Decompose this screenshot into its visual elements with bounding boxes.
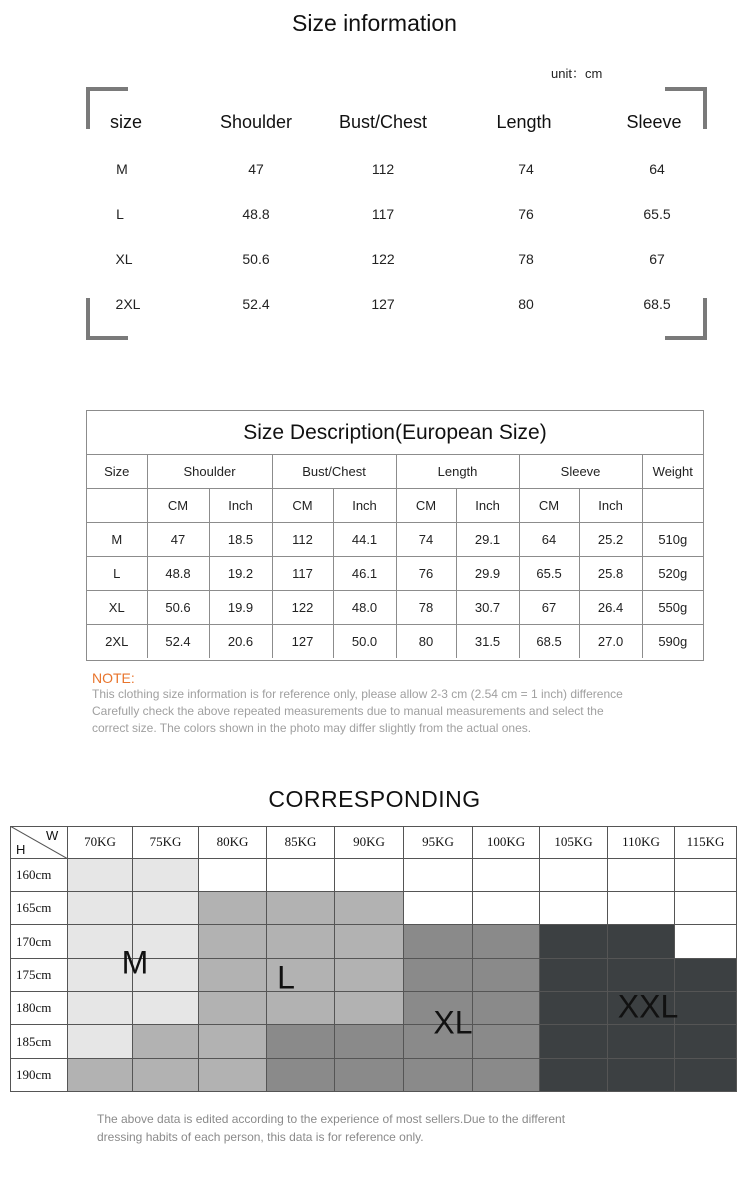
- table-cell: 50.0: [333, 625, 396, 659]
- note-line: correct size. The colors shown in the photo may differ slightly from the actual ones.: [92, 721, 532, 735]
- table-cell: 117: [272, 557, 333, 591]
- sub-header-cm: CM: [272, 489, 333, 523]
- note-line: Carefully check the above repeated measurements due to manual measurements and select the: [92, 704, 604, 718]
- size-cell-xl: [473, 925, 540, 959]
- size-cell-xl: [404, 959, 473, 992]
- table-cell: 520g: [642, 557, 703, 591]
- table-cell: 25.8: [579, 557, 642, 591]
- table-cell: 26.4: [579, 591, 642, 625]
- table-cell: M: [87, 523, 147, 557]
- size-cell-empty: [675, 859, 737, 892]
- footnote-line: dressing habits of each person, this data is for reference only.: [97, 1130, 424, 1144]
- sub-header-inch: Inch: [209, 489, 272, 523]
- table-cell: 80: [396, 625, 456, 659]
- table-cell: 550g: [642, 591, 703, 625]
- table-cell: 18.5: [209, 523, 272, 557]
- size-cell-xxl: [608, 959, 675, 992]
- size-description-table: [86, 410, 704, 661]
- table-cell: 2XL: [87, 625, 147, 659]
- table-cell: 117: [371, 206, 395, 222]
- table-row: [87, 625, 703, 659]
- table-cell: 52.4: [147, 625, 209, 659]
- header-size: Size: [87, 455, 147, 489]
- height-header: 160cm: [10, 859, 68, 892]
- table-cell: 64: [519, 523, 579, 557]
- size-cell-empty: [675, 892, 737, 925]
- note-line: This clothing size information is for reference only, please allow 2-3 cm (2.54 cm = 1 inch) difference: [92, 687, 623, 701]
- size-cell-l: [335, 925, 404, 959]
- weight-header: 90KG: [335, 826, 404, 859]
- size-cell-l: [199, 992, 267, 1025]
- height-header: 185cm: [10, 1025, 68, 1059]
- table-cell: 510g: [642, 523, 703, 557]
- size-cell-xl: [473, 1059, 540, 1092]
- weight-header: 115KG: [675, 826, 737, 859]
- table-cell: 122: [371, 251, 395, 267]
- size-cell-xxl: [675, 959, 737, 992]
- sub-header-inch: Inch: [579, 489, 642, 523]
- table-cell: 27.0: [579, 625, 642, 659]
- size-cell-xl: [335, 1059, 404, 1092]
- table-cell: XL: [115, 251, 133, 267]
- table-cell: 20.6: [209, 625, 272, 659]
- size-information-table: [90, 0, 710, 340]
- table-cell: 122: [272, 591, 333, 625]
- table-cell: 46.1: [333, 557, 396, 591]
- size-cell-m: [68, 1025, 133, 1059]
- header-shoulder: Shoulder: [219, 112, 293, 132]
- table-cell: 78: [396, 591, 456, 625]
- height-header: 170cm: [10, 925, 68, 959]
- table-cell: 19.9: [209, 591, 272, 625]
- header-bust-chest: Bust/Chest: [272, 455, 396, 489]
- table-cell: [642, 489, 703, 523]
- size-information-title: Size information: [292, 10, 457, 36]
- table-cell: L: [87, 557, 147, 591]
- table-cell: 112: [371, 161, 395, 177]
- table-cell: 48.0: [333, 591, 396, 625]
- table-cell: 47: [248, 161, 264, 177]
- table-cell: 31.5: [456, 625, 519, 659]
- table-row: [87, 523, 703, 557]
- table-cell: M: [116, 161, 128, 177]
- size-cell-empty: [335, 859, 404, 892]
- table-cell: 68.5: [519, 625, 579, 659]
- weight-header: 100KG: [473, 826, 540, 859]
- header-weight: Weight: [642, 455, 703, 489]
- header-shoulder: Shoulder: [147, 455, 272, 489]
- table-cell: 112: [272, 523, 333, 557]
- size-cell-xl: [404, 1059, 473, 1092]
- sub-header-cm: CM: [147, 489, 209, 523]
- header-length: Length: [496, 112, 552, 132]
- table-cell: 30.7: [456, 591, 519, 625]
- weight-header: 70KG: [68, 826, 133, 859]
- table-cell: 50.6: [242, 251, 270, 267]
- size-cell-l: [199, 925, 267, 959]
- size-description-title: Size Description(European Size): [87, 411, 703, 455]
- weight-header: 105KG: [540, 826, 608, 859]
- table-cell: 127: [272, 625, 333, 659]
- size-cell-m: [133, 992, 199, 1025]
- size-region-label: L: [277, 959, 295, 996]
- size-cell-xxl: [608, 925, 675, 959]
- size-region-label: XL: [433, 1004, 473, 1041]
- size-cell-xxl: [540, 1025, 608, 1059]
- table-cell: 67: [649, 251, 665, 267]
- size-cell-l: [267, 925, 335, 959]
- size-cell-l: [199, 959, 267, 992]
- size-cell-xl: [473, 1025, 540, 1059]
- size-cell-empty: [404, 892, 473, 925]
- size-cell-empty: [199, 859, 267, 892]
- table-cell: 52.4: [242, 296, 270, 312]
- size-cell-m: [133, 859, 199, 892]
- group-header-row: [87, 455, 703, 489]
- size-cell-xxl: [540, 925, 608, 959]
- table-cell: 74: [396, 523, 456, 557]
- table-cell: 47: [147, 523, 209, 557]
- size-cell-empty: [608, 859, 675, 892]
- table-cell: 48.8: [242, 206, 270, 222]
- header-bust-chest: Bust/Chest: [338, 112, 428, 132]
- size-cell-l: [199, 1025, 267, 1059]
- size-cell-empty: [404, 859, 473, 892]
- sub-header-cm: CM: [519, 489, 579, 523]
- table-cell: 29.1: [456, 523, 519, 557]
- table-cell: 76: [396, 557, 456, 591]
- size-cell-empty: [473, 859, 540, 892]
- size-cell-empty: [540, 892, 608, 925]
- height-header: 180cm: [10, 992, 68, 1025]
- table-cell: 65.5: [643, 206, 671, 222]
- height-header: 175cm: [10, 959, 68, 992]
- size-region-label: M: [121, 944, 149, 981]
- header-sleeve: Sleeve: [519, 455, 642, 489]
- size-cell-l: [335, 959, 404, 992]
- table-cell: 76: [518, 206, 534, 222]
- size-cell-l: [335, 892, 404, 925]
- sub-header-inch: Inch: [456, 489, 519, 523]
- size-cell-l: [267, 992, 335, 1025]
- size-cell-m: [68, 859, 133, 892]
- corner-h-label: H: [16, 842, 26, 857]
- size-cell-xl: [267, 1059, 335, 1092]
- size-cell-l: [267, 892, 335, 925]
- footnote-line: The above data is edited according to the experience of most sellers.Due to the different: [97, 1112, 566, 1126]
- size-cell-l: [68, 1059, 133, 1092]
- size-cell-l: [133, 1025, 199, 1059]
- table-cell: 29.9: [456, 557, 519, 591]
- size-cell-m: [133, 892, 199, 925]
- table-row: [87, 557, 703, 591]
- corner-w-label: W: [46, 828, 59, 843]
- corresponding-title: CORRESPONDING: [268, 786, 481, 812]
- size-cell-l: [199, 892, 267, 925]
- size-cell-xl: [267, 1025, 335, 1059]
- weight-header: 110KG: [608, 826, 675, 859]
- table-cell: XL: [87, 591, 147, 625]
- size-cell-xxl: [675, 992, 737, 1025]
- size-cell-l: [335, 992, 404, 1025]
- weight-header: 75KG: [133, 826, 199, 859]
- table-cell: 78: [518, 251, 534, 267]
- header-size: size: [109, 112, 143, 132]
- size-cell-xxl: [540, 992, 608, 1025]
- size-cell-empty: [675, 925, 737, 959]
- table-cell: 48.8: [147, 557, 209, 591]
- table-cell: 590g: [642, 625, 703, 659]
- weight-header: 80KG: [199, 826, 267, 859]
- header-sleeve: Sleeve: [626, 112, 682, 132]
- table-cell: 44.1: [333, 523, 396, 557]
- sub-header-row: [87, 489, 703, 523]
- size-cell-l: [133, 1059, 199, 1092]
- table-cell: 2XL: [115, 296, 141, 312]
- weight-header: 85KG: [267, 826, 335, 859]
- size-cell-l: [199, 1059, 267, 1092]
- size-cell-xl: [404, 925, 473, 959]
- table-cell: 50.6: [147, 591, 209, 625]
- size-cell-xl: [335, 1025, 404, 1059]
- size-cell-xl: [473, 992, 540, 1025]
- table-cell: 65.5: [519, 557, 579, 591]
- size-correspondence-grid: [10, 826, 737, 1092]
- size-cell-empty: [608, 892, 675, 925]
- table-cell: L: [116, 206, 124, 222]
- size-cell-m: [68, 992, 133, 1025]
- size-cell-m: [68, 892, 133, 925]
- height-header: 190cm: [10, 1059, 68, 1092]
- size-region-label: XXL: [617, 988, 679, 1025]
- size-cell-xxl: [540, 1059, 608, 1092]
- table-cell: 127: [371, 296, 395, 312]
- table-cell: 74: [518, 161, 534, 177]
- size-cell-xl: [473, 959, 540, 992]
- header-length: Length: [396, 455, 519, 489]
- table-cell: 68.5: [643, 296, 671, 312]
- size-cell-xxl: [675, 1025, 737, 1059]
- size-cell-xxl: [675, 1059, 737, 1092]
- table-cell: 67: [519, 591, 579, 625]
- size-cell-xxl: [608, 1025, 675, 1059]
- table-cell: 19.2: [209, 557, 272, 591]
- table-cell: 25.2: [579, 523, 642, 557]
- table-cell: 80: [518, 296, 534, 312]
- size-cell-empty: [540, 859, 608, 892]
- weight-header: 95KG: [404, 826, 473, 859]
- height-header: 165cm: [10, 892, 68, 925]
- size-cell-empty: [473, 892, 540, 925]
- unit-label: unit：cm: [551, 66, 603, 81]
- sub-header-cm: CM: [396, 489, 456, 523]
- table-cell: 64: [649, 161, 665, 177]
- size-cell-empty: [267, 859, 335, 892]
- table-row: [87, 591, 703, 625]
- note-label: NOTE:: [92, 670, 135, 686]
- sub-header-inch: Inch: [333, 489, 396, 523]
- table-cell: [87, 489, 147, 523]
- size-cell-xxl: [608, 1059, 675, 1092]
- size-cell-xxl: [540, 959, 608, 992]
